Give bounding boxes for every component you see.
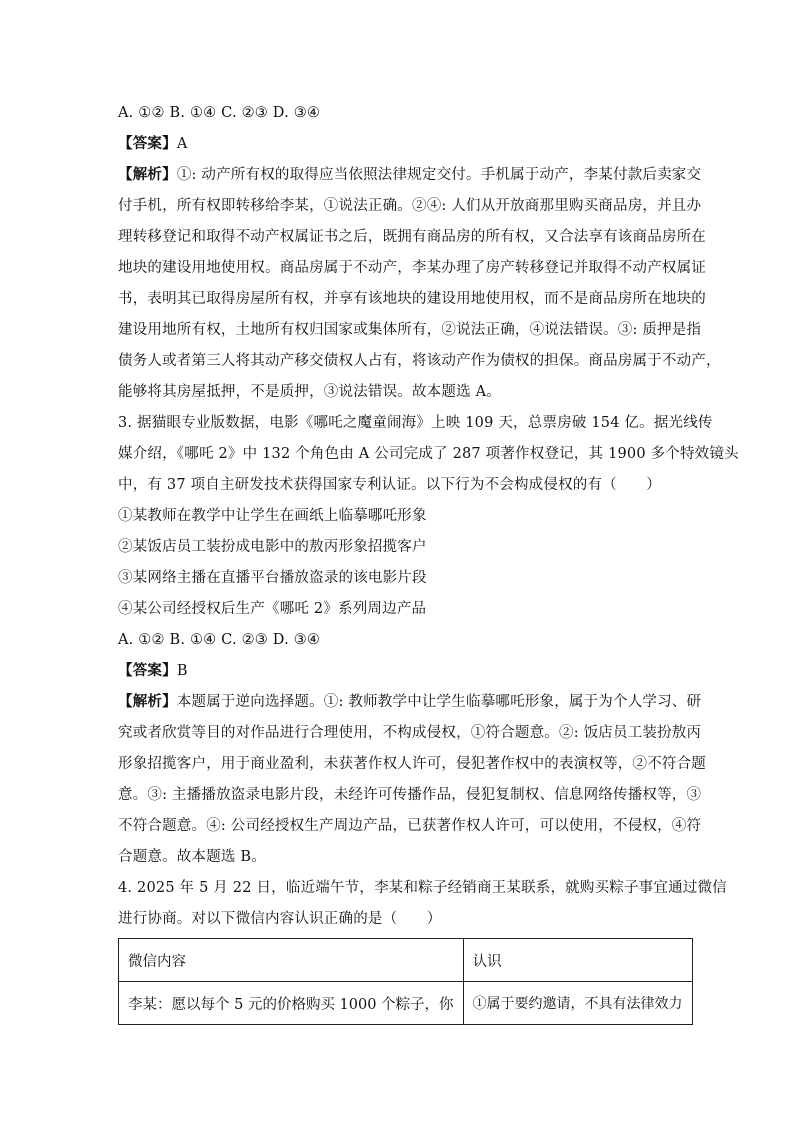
q4-stem-line-1: 4. 2025 年 5 月 22 日，临近端午节，李某和粽子经销商王某联系，就购买粽子事宜通过微信 [118, 880, 727, 896]
q3-answer-value: B [176, 663, 188, 679]
q3-answer-label: 【答案】 [118, 662, 177, 679]
q4-stem-line-2: 进行协商。对以下微信内容认识正确的是（ ） [118, 911, 442, 927]
table-cell-understanding: ①属于要约邀请，不具有法律效力 [463, 982, 692, 1025]
q3-item-2: ②某饭店员工装扮成电影中的敖丙形象招揽客户 [118, 539, 427, 555]
q3-analysis-label: 【解析】 [118, 693, 177, 710]
wechat-content-table [118, 938, 693, 1025]
q2-analysis-line-1: 【解析】①: 动产所有权的取得应当依照法律规定交付。手机属于动产，李某付款后卖家交 [118, 166, 702, 183]
q3-answer [118, 661, 678, 681]
q2-analysis-line-4: 地块的建设用地使用权。商品房属于不动产，李某办理了房产转移登记并取得不动产权属证 [118, 260, 706, 276]
q3-stem-line-1: 3. 据猫眼专业版数据，电影《哪吒之魔童闹海》上映 109 天，总票房破 154 亿。据光线传 [118, 415, 713, 431]
table-header-row [119, 939, 693, 982]
q3-item-3: ③某网络主播在直播平台播放盗录的该电影片段 [118, 570, 427, 586]
q2-analysis-line-8: 能够将其房屋抵押，不是质押，③说法错误。故本题选 A。 [118, 384, 501, 400]
q3-analysis-line-2: 究或者欣赏等目的对作品进行合理使用，不构成侵权，①符合题意。②: 饭店员工装扮敖丙 [118, 725, 702, 741]
q2-analysis-line-2: 付手机，所有权即转移给李某，①说法正确。②④: 人们从开放商那里购买商品房，并且办 [118, 198, 702, 214]
q2-analysis-line-7: 债务人或者第三人将其动产移交债权人占有，将该动产作为债权的担保。商品房属于不动产， [118, 353, 721, 369]
q3-analysis-line-6: 合题意。故本题选 B。 [118, 849, 266, 865]
q3-stem-line-2: 媒介绍，《哪吒 2》中 132 个角色由 A 公司完成了 287 项著作权登记，其 1900 多个特效镜头 [118, 446, 739, 462]
q3-stem-line-3: 中，有 37 项自主研发技术获得国家专利认证。以下行为不会构成侵权的有（ ） [118, 477, 661, 493]
q3-analysis-line-5: 不符合题意。④: 公司经授权生产周边产品，已获著作权人许可，可以使用，不侵权，④符 [118, 818, 702, 834]
q3-item-4: ④某公司经授权后生产《哪吒 2》系列周边产品 [118, 601, 427, 617]
q3-analysis-line-4: 意。③: 主播播放盗录电影片段，未经许可传播作品，侵犯复制权、信息网络传播权等，③ [118, 787, 702, 803]
table-header-content: 微信内容 [119, 939, 464, 982]
q2-answer-value: A [176, 136, 188, 152]
q2-answer [118, 134, 678, 154]
q3-analysis-line-1: 【解析】本题属于逆向选择题。①: 教师教学中让学生临摹哪吒形象，属于为个人学习、研 [118, 693, 702, 710]
q2-analysis-line-6: 建设用地所有权，土地所有权归国家或集体所有，②说法正确，④说法错误。③: 质押是指 [118, 322, 702, 338]
table-row [119, 982, 693, 1025]
q2-analysis-line-5: 书，表明其已取得房屋所有权，并享有该地块的建设用地使用权，而不是商品房所在地块的 [118, 291, 706, 307]
q2-answer-label: 【答案】 [118, 135, 177, 152]
q2-analysis-line-3: 理转移登记和取得不动产权属证书之后，既拥有商品房的所有权，又合法享有该商品房所在 [118, 229, 706, 245]
q3-options: A. ①② B. ①④ C. ②③ D. ③④ [118, 632, 321, 648]
q2-options: A. ①② B. ①④ C. ②③ D. ③④ [118, 105, 321, 121]
q3-analysis-line-3: 形象招揽客户，用于商业盈利，未获著作权人许可，侵犯著作权中的表演权等，②不符合题 [118, 756, 706, 772]
table-cell-content: 李某：愿以每个 5 元的价格购买 1000 个粽子，你 [119, 982, 464, 1025]
q3-item-1: ①某教师在教学中让学生在画纸上临摹哪吒形象 [118, 508, 427, 524]
table-header-understanding: 认识 [463, 939, 692, 982]
q2-analysis-label: 【解析】 [118, 166, 177, 183]
